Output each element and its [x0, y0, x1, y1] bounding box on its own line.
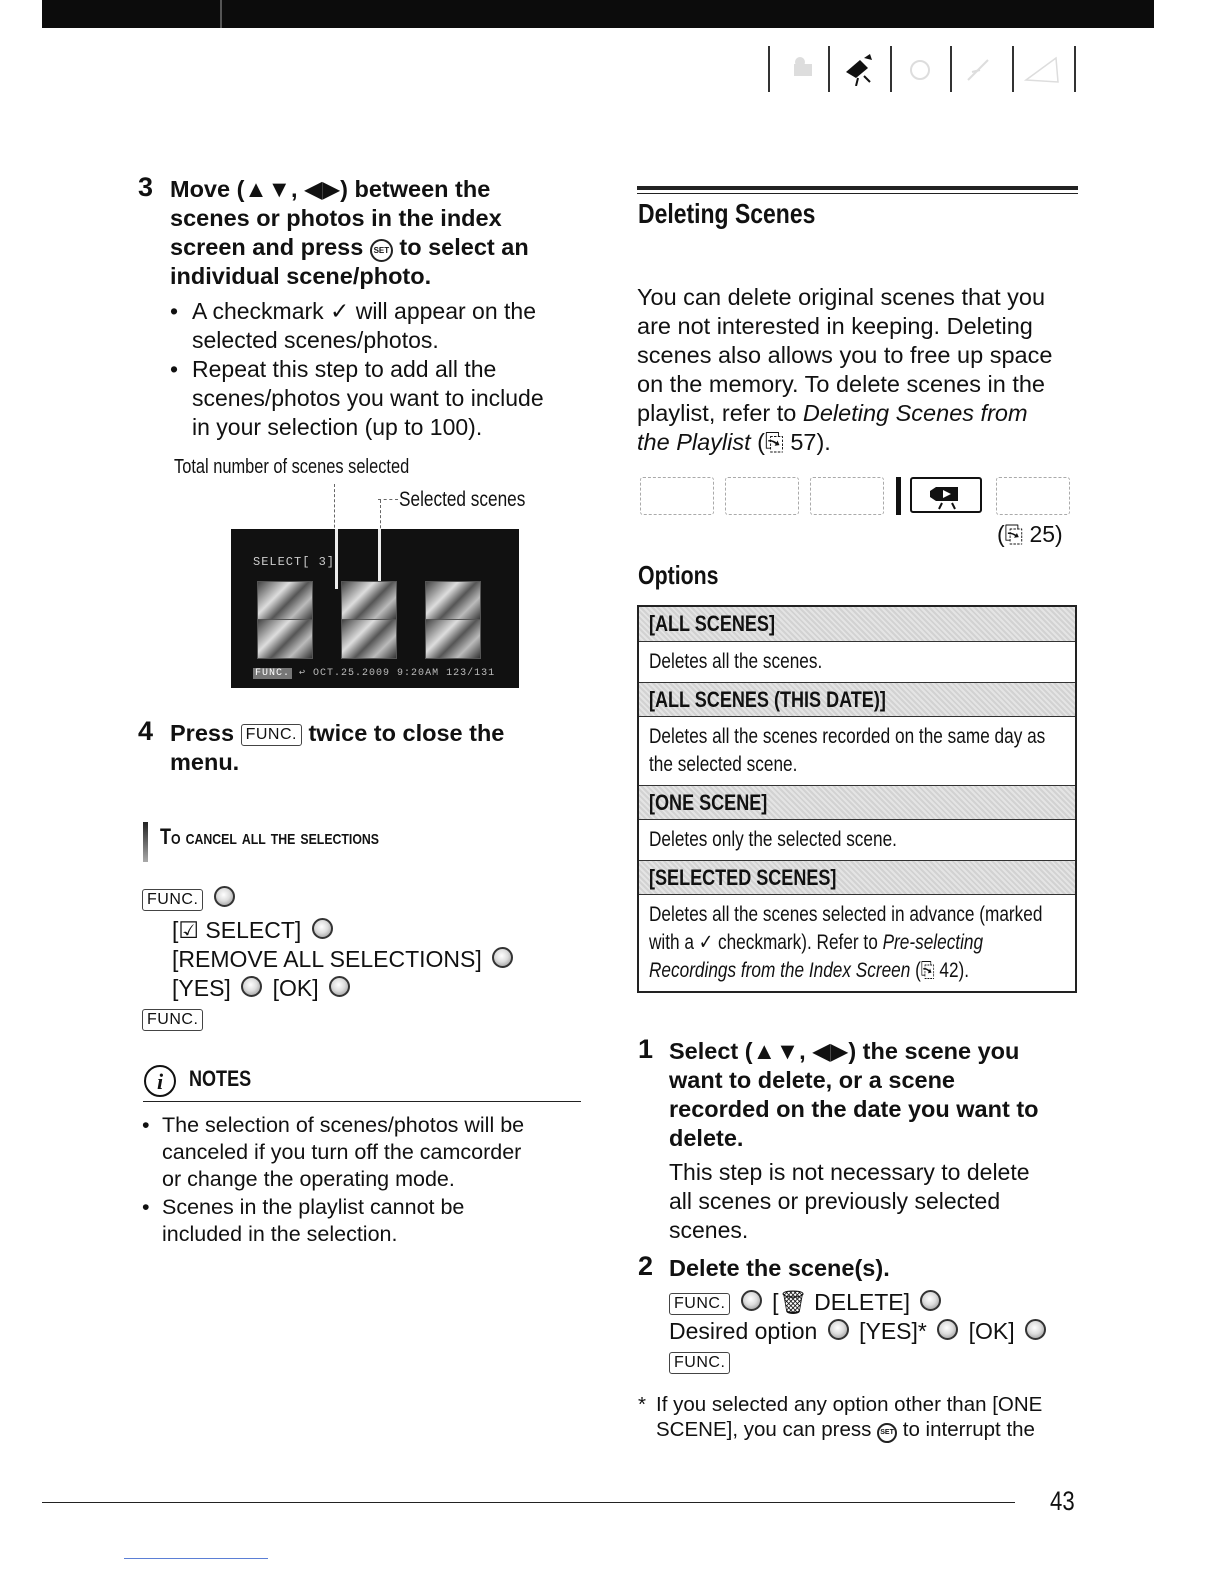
thumbnail [425, 619, 481, 659]
notes-title: NOTES [189, 1066, 252, 1091]
func-button: FUNC. [241, 724, 302, 746]
photo-mode-icon [898, 52, 942, 86]
header-bar [42, 0, 1154, 28]
step3-heading [170, 175, 529, 291]
func-button: FUNC. [142, 1009, 203, 1031]
mode-camcorder-icon [640, 477, 714, 515]
mode-playback-video-icon [910, 477, 982, 513]
cancel-section-marker [143, 822, 148, 862]
step2-line-1: FUNC. [🗑 DELETE] [669, 1288, 945, 1317]
thumbnail [341, 619, 397, 659]
mode-video-record-icon [725, 477, 799, 515]
joystick-icon [214, 886, 235, 907]
cancel-func-line-2 [142, 1004, 203, 1033]
joystick-icon [741, 1290, 762, 1311]
page-number: 43 [1050, 1486, 1075, 1516]
option-name: [ALL SCENES (THIS DATE)] [639, 682, 1075, 716]
index-screen-figure [231, 529, 519, 688]
option-description: Deletes all the scenes recorded on the same day as the selected scene. [639, 716, 1075, 785]
joystick-icon [1025, 1319, 1046, 1340]
func-button: FUNC. [142, 889, 203, 911]
joystick-icon [241, 976, 262, 997]
step2-line-2: Desired option [YES]* [OK] [669, 1317, 1050, 1346]
footnote: If you selected any option other than [ONE SCENE], you can press SET to interrupt the [656, 1393, 1043, 1441]
footer-blue-rule [124, 1558, 268, 1559]
step2-heading: Delete the scene(s). [669, 1255, 890, 1281]
mode-photo-icon [810, 477, 884, 515]
joystick-icon [920, 1290, 941, 1311]
joystick-icon [329, 976, 350, 997]
set-button-icon: SET [370, 239, 393, 262]
step2-number: 2 [638, 1251, 654, 1281]
cancel-line-2: [REMOVE ALL SELECTIONS] [172, 945, 517, 974]
thumbnail [425, 581, 481, 621]
section-title: Deleting Scenes [638, 198, 816, 229]
step3-heading-line2: scenes or photos in the index [170, 205, 502, 231]
set-button-icon: SET [877, 1423, 897, 1443]
figure-total-label: Total number of scenes selected [174, 456, 410, 478]
func-button: FUNC. [669, 1352, 730, 1374]
notes-bullet-1: • The selection of scenes/photos will be canceled if you turn off the camcorder or change the operating mode. [142, 1113, 525, 1191]
camcorder-mode-icon [782, 52, 826, 86]
options-title: Options [638, 560, 719, 590]
playback-video-mode-icon [838, 52, 882, 86]
step3-bullet-1: • A checkmark ✓ will appear on the selected scenes/photos. [170, 298, 536, 353]
joystick-icon [492, 947, 513, 968]
notes-rule [143, 1101, 581, 1102]
option-name: [ALL SCENES] [639, 607, 1075, 641]
intro-paragraph: You can delete original scenes that you are not interested in keeping. Deleting scenes also allows you to free up space on the memory. To delete scenes in the playlist, refer to Deleting Scenes from the Playlist (⎘ 57). [637, 284, 1053, 455]
step3-heading-line1: Move (▲▼, ◀▶) between the [170, 176, 491, 202]
option-description: Deletes all the scenes. [639, 641, 1075, 682]
option-description: Deletes all the scenes selected in advance (marked with a ✓ checkmark). Refer to Pre-selecting Recordings from the Index Screen (⎘ 42). [639, 894, 1075, 991]
notes-bullet-2: • Scenes in the playlist cannot be included in the selection. [142, 1195, 465, 1246]
step2-line-3 [669, 1347, 730, 1376]
screen-footer: FUNC. ↩ OCT.25.2009 9:20AM 123/131 [255, 668, 496, 679]
option-name: [ONE SCENE] [639, 785, 1075, 819]
step1-heading: Select (▲▼, ◀▶) the scene you want to delete, or a scene recorded on the date you want to delete. [669, 1038, 1039, 1151]
option-description: Deletes only the selected scene. [639, 819, 1075, 860]
step3-number: 3 [138, 172, 154, 202]
joystick-icon [828, 1319, 849, 1340]
screen-select-header: SELECT[ 3] [253, 555, 336, 569]
option-name: [SELECTED SCENES] [639, 860, 1075, 894]
section-rule-thin [637, 193, 1078, 194]
step1-number: 1 [638, 1034, 654, 1064]
playback-photo-mode-icon [1020, 52, 1064, 86]
record-photo-mode-icon [958, 52, 1002, 86]
thumbnail [257, 581, 313, 621]
thumbnail [257, 619, 313, 659]
step3-heading-line3: screen and press SET to select an [170, 234, 529, 260]
step4-number: 4 [138, 716, 154, 746]
step1-body: This step is not necessary to delete all scenes or previously selected scenes. [669, 1159, 1030, 1243]
info-icon [143, 1064, 177, 1098]
figure-selected-label: Selected scenes [399, 488, 526, 511]
joystick-icon [312, 918, 333, 939]
func-button: FUNC. [669, 1293, 730, 1315]
footnote-mark: * [638, 1393, 646, 1416]
svg-text:i: i [156, 1069, 164, 1094]
cancel-line-1: [☑ SELECT] [172, 916, 337, 945]
mode-icon-strip [768, 46, 1078, 92]
mode-playback-photo-icon [996, 477, 1070, 515]
cancel-line-3: [YES] [OK] [172, 974, 354, 1003]
step4-heading: Press FUNC. twice to close the menu. [170, 720, 505, 775]
cancel-func-line [142, 884, 239, 913]
step3-heading-line4: individual scene/photo. [170, 263, 432, 289]
page-reference: (⎘ 25) [997, 521, 1063, 547]
thumbnail [341, 581, 397, 621]
options-table [637, 605, 1077, 993]
step3-bullet-2: • Repeat this step to add all the scenes/photos you want to include in your selection (up to 100). [170, 356, 544, 440]
header-notch [220, 0, 222, 28]
screen-marker-1 [335, 529, 338, 589]
section-rule-thick [637, 186, 1078, 190]
joystick-icon [937, 1319, 958, 1340]
leader-hook [378, 499, 398, 500]
footer-rule [42, 1502, 1015, 1503]
cancel-section-title: To cancel all the selections [160, 824, 379, 849]
mode-divider [896, 477, 901, 515]
